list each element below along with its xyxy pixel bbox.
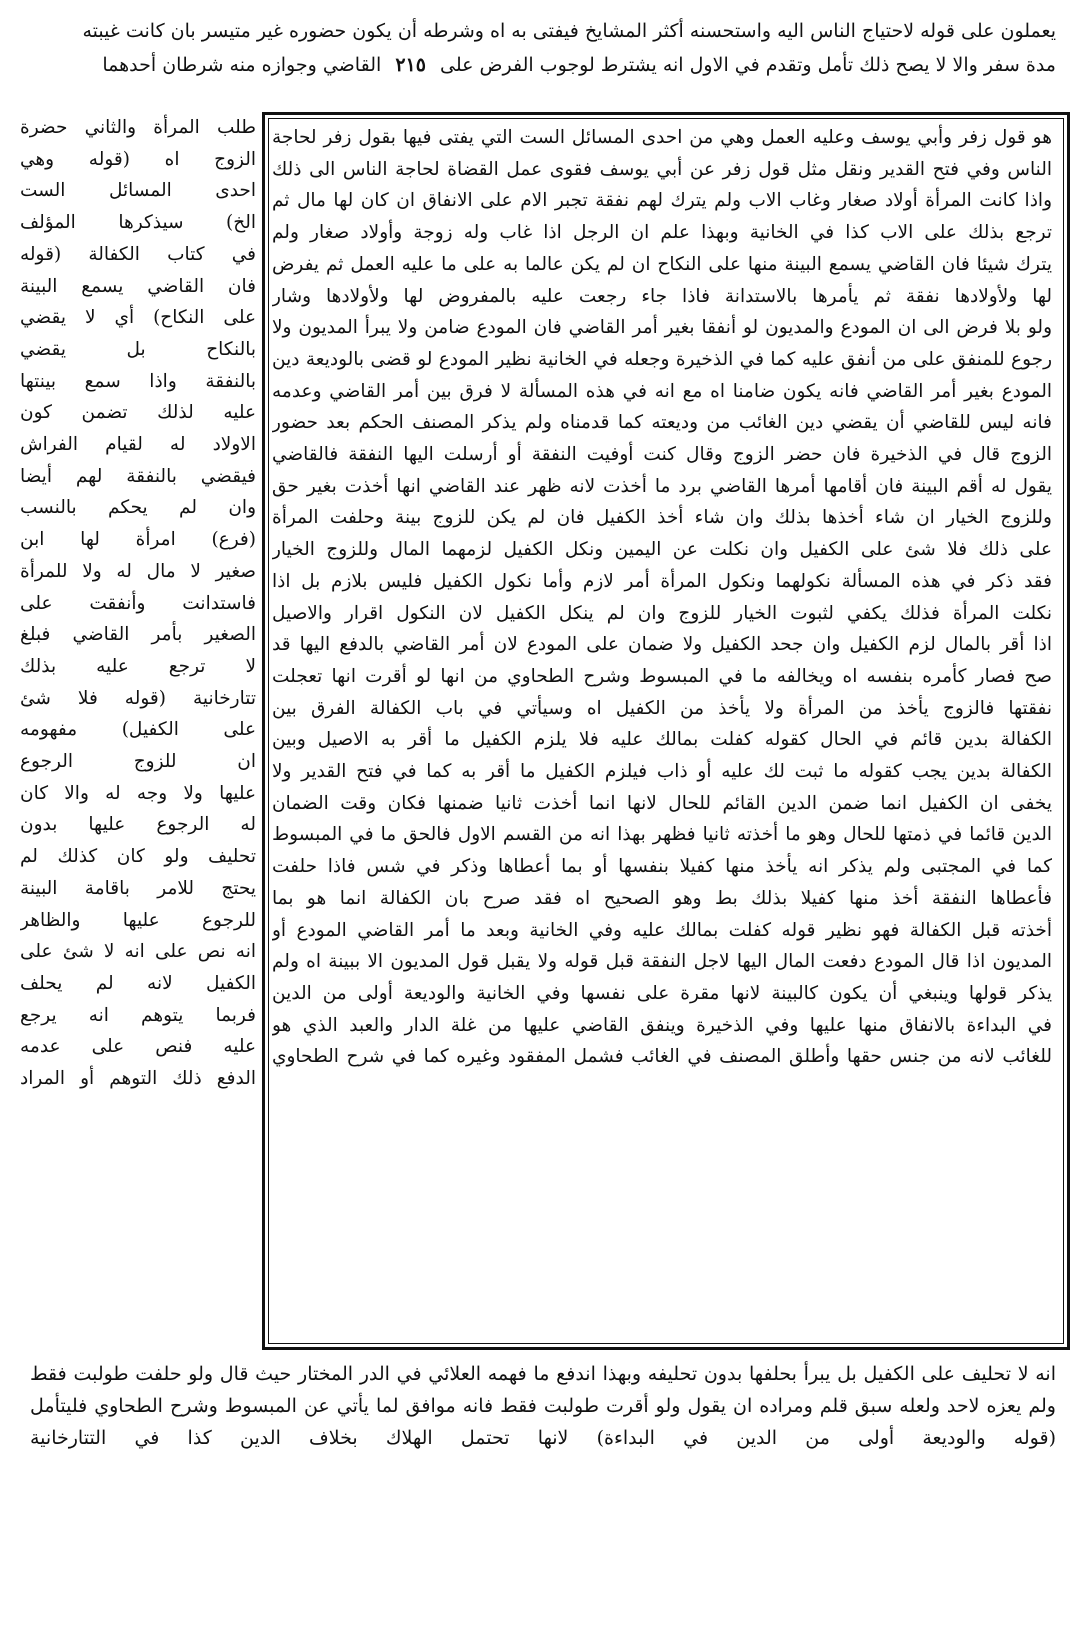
margin-text-line: فربما يتوهم انه يرجع <box>20 1004 256 1026</box>
main-text-line: الكفالة بدين يجب كقوله ما ثبت لك عليه أو ذاب فيلزم الكفيل ما أقر به كما في فتح القدير ولا <box>272 761 1052 783</box>
margin-text-line: عليه لذلك تضمن كون <box>20 402 256 424</box>
margin-text-line: (فرع) امرأة لها ابن <box>20 529 256 551</box>
margin-text-line: احدى المسائل الست <box>20 180 256 202</box>
main-text-line: يذكر قولها وينبغي أن يكون كالبينة لانها مقرة على نفسها وفي الخانية والوديعة أولى من الدين <box>272 982 1052 1004</box>
main-text-line: هو قول زفر وأبي يوسف وعليه العمل وهي من احدى المسائل الست التي يفتى فيها بقول زفر لحاجة <box>272 127 1052 148</box>
header-line-2-right: مدة سفر والا لا يصح ذلك تأمل وتقدم في الاول انه يشترط لوجوب الفرض على <box>440 54 1056 76</box>
margin-text-line: الخ) سيذكرها المؤلف <box>20 212 256 234</box>
margin-text-line: وان لم يحكم بالنسب <box>20 497 256 519</box>
margin-text-line: يحتج للامر باقامة البينة <box>20 877 256 899</box>
main-text-line: اذا أقر بالمال لزم الكفيل وان جحد الكفيل ولا ضمان على المودع لان أمر القاضي بالدفع اليها قد <box>272 634 1052 656</box>
margin-text-line: الصغير بأمر القاضي فبلغ <box>20 624 256 646</box>
margin-text-line: على النكاح) أي لا يقضي <box>20 307 256 329</box>
main-text-line: نفقتها فالزوج يأخذ من المرأة ولا يأخذ من الكفيل اه وسيأتي في باب الكفالة الفرق بين <box>272 697 1052 719</box>
margin-text-line: له الرجوع عليها بدون <box>20 814 256 836</box>
main-text-line: الزوج قال في الذخيرة فان حضر الزوج وقال كنت أوفيت النفقة أو أرسلت اليها النفقة فالقاضي <box>272 444 1052 466</box>
main-text-line: يخفى ان الكفيل انما ضمن الدين القائم للحال لانها انما أخذت ثانيا ضمنها فكان وقت الضمان <box>272 792 1052 814</box>
footer-text-line: (قوله والوديعة أولى من الدين في البداءة) لانها تحتمل الهلاك بخلاف الدين كذا في التتارخانية <box>30 1427 1056 1449</box>
margin-text-line: صغير لا مال له ولا للمرأة <box>20 560 256 582</box>
margin-text-line: طلب المرأة والثاني حضرة <box>20 117 256 138</box>
margin-text-line: ان للزوج الرجوع <box>20 751 256 773</box>
main-text-line: رجوع للمنفق على من أنفق عليه كما في الذخيرة وجعله في الخانية نظير المودع لو قضى بالوديعة دين <box>272 348 1052 370</box>
margin-text-line: بالنفقة واذا سمع بينتها <box>20 370 256 392</box>
page-header <box>40 14 1056 82</box>
page-footer-text <box>30 1358 1056 1454</box>
main-text-line: فقد ذكر في هذه المسألة نكولهما ونكول المرأة أمر لازم وأما نكول الكفيل فليس بلازم بل اذا <box>272 570 1052 592</box>
margin-text-line: على الكفيل) مفهومه <box>20 719 256 741</box>
main-text-line: ترجع بذلك على الاب كذا في الخانية وبهذا علم ان الرجل اذا غاب وله زوجة وأولاد صغار ولم <box>272 222 1052 244</box>
margin-text-line: عليه فنص على عدمه <box>20 1036 256 1058</box>
main-text-line: في البداءة بالانفاق منها عليها وفي الذخيرة وينفق القاضي عليها من غلة الدار والعبد الذي هو <box>272 1014 1052 1036</box>
margin-text-line: تحليف ولو كان كذلك لم <box>20 846 256 868</box>
margin-text-line: فاستدانت وأنفقت على <box>20 592 256 614</box>
main-text-line: نكلت المرأة فذلك يكفي لثبوت الخيار للزوج وان لم ينكل الكفيل لان النكول اقرار والاصيل <box>272 602 1052 624</box>
page-number: ٢١٥ <box>395 54 426 76</box>
margin-text-line: انه نص على انه لا شئ على <box>20 941 256 963</box>
main-text-line: فانه ليس للقاضي أن يقضي دين الغائب من وديعته كما قدمناه ولم يذكر المصنف الحكم بعد حضور <box>272 412 1052 434</box>
main-text-line: صح فصار كأمره بنفسه اه ويخالفه ما في المبسوط وشرح الطحاوي من انها لو أقرت انها تعجلت <box>272 665 1052 687</box>
margin-text-line: فيقضي بالنفقة لهم أيضا <box>20 465 256 487</box>
margin-text-line: الزوج اه (قوله وهي <box>20 148 256 170</box>
main-text-line: يقول له أقم البينة فان أقامها أمرها القاضي برد ما أخذت لانه ظهر عند القاضي انها أخذت بغير حق <box>272 475 1052 497</box>
header-line-1: يعملون على قوله لاحتياج الناس اليه واستحسنه أكثر المشايخ فيفتى به اه وشرطه أن يكون حضوره غير متيسر بان كانت غيبته <box>82 20 1056 42</box>
header-line-2-left: القاضي وجوازه منه شرطان أحدهما <box>102 54 382 76</box>
main-text-line: الدين قائما في ذمتها للحال وهو ما أخذته ثانيا فظهر بهذا انه من القسم الاول فالحق ما في المبسوط <box>272 824 1052 846</box>
main-text-line: وللزوج الخيار ان شاء أخذها بذلك وان شاء أخذ الكفيل فان لم يكن للزوج بينة وحلفت المرأة <box>272 507 1052 529</box>
margin-text-line: الاولاد له لقيام الفراش <box>20 434 256 456</box>
header-line-2 <box>40 48 1056 82</box>
main-text-line: الناس وفي فتح القدير ونقل مثل قول زفر عن أبي يوسف فقوى عمل القضاة لحاجة الناس الى ذلك <box>272 158 1052 180</box>
margin-text-line: لا ترجع عليه بذلك <box>20 655 256 677</box>
main-text-line: فأعطاها النفقة أخذ منها كفيلا بذلك بط وهو الصحيح اه فقد صرح بان الكفالة انما هو بما <box>272 887 1052 909</box>
main-text-line: يترك شيئا فان القاضي يسمع البينة منها على النكاح ان لم يكن عالما به على ما عليه العمل ثم يفرض <box>272 253 1052 275</box>
margin-text-line: الكفيل لانه لم يحلف <box>20 972 256 994</box>
main-text-line: المديون اذا قال المودع دفعت المال اليها لاجل النفقة قبل قوله ولا يقبل قول المديون الا ببينة اه ولم <box>272 951 1052 973</box>
footer-text-line: انه لا تحليف على الكفيل بل يبرأ بحلفها بدون تحليفه وبهذا اندفع ما فهمه العلائي في الدر المختار حيث قال ولو حلفت طولبت فقط <box>30 1363 1056 1385</box>
main-text-line: للغائب لانه من جنس حقها وأطلق المصنف في الغائب فشمل المفقود وغيره كما في شرح الطحاوي <box>272 1046 1052 1068</box>
margin-text-line: الدفع ذلك التوهم أو المراد <box>20 1068 256 1090</box>
margin-text-line: عليها ولا وجه له والا كان <box>20 782 256 804</box>
main-text-line: لها ولأولادها نفقة ثم يأمرها بالاستدانة فاذا جاء رجعت عليه بالمفروض لها ولأولادها وشار <box>272 285 1052 307</box>
main-text-line: ولو بلا فرض الى ان المودع والمديون لو أنفقا بغير أمر القاضي فان المودع ضامن ولا يبرأ المديون ولا <box>272 317 1052 339</box>
margin-text-line: تتارخانية (قوله فلا شئ <box>20 687 256 709</box>
margin-text-line: للرجوع عليها والظاهر <box>20 909 256 931</box>
main-text-line: أخذته قبل الكفالة فهو نظير قوله كفلت بمالك عليه وفي الخانية وبعد ما أمر القاضي المودع أو <box>272 919 1052 941</box>
main-text-line: واذا كانت المرأة أولاد صغار وغاب الاب ولم يترك لهم نفقة تجبر الام على الانفاق ان كان لها مال ثم <box>272 190 1052 212</box>
main-text-line: كما في المجتبى ولم يذكر انه يأخذ منها كفيلا بنفسها أو بما أعطاها وذكر في شس فاذا حلفت <box>272 856 1052 878</box>
margin-text-line: فان القاضي يسمع البينة <box>20 275 256 297</box>
main-text-line: الكفالة بدين قائم في الحال كقوله كفلت بمالك عليه فلا يلزم الكفيل ما أقر به الاصيل وبين <box>272 729 1052 751</box>
footer-text-line: ولم يعزه لاحد ولعله سبق قلم ومراده ان يقول ولو أقرت طولبت فقط فانه موافق لما يأتي عن المبسوط وشرح الطحاوي فليتأمل <box>30 1395 1056 1417</box>
margin-text-line: بالنكاح بل يقضي <box>20 338 256 360</box>
main-text-line: على ذلك فلا شئ على الكفيل وان نكلت عن اليمين ونكل الكفيل لزمهما المال وللزوج الخيار <box>272 539 1052 561</box>
margin-text-line: في كتاب الكفالة (قوله <box>20 243 256 265</box>
main-text-line: المودع بغير أمر القاضي فانه يكون ضامنا اه مع انه في هذه المسألة لا فرق بين أمر القاضي وعدمه <box>272 380 1052 402</box>
